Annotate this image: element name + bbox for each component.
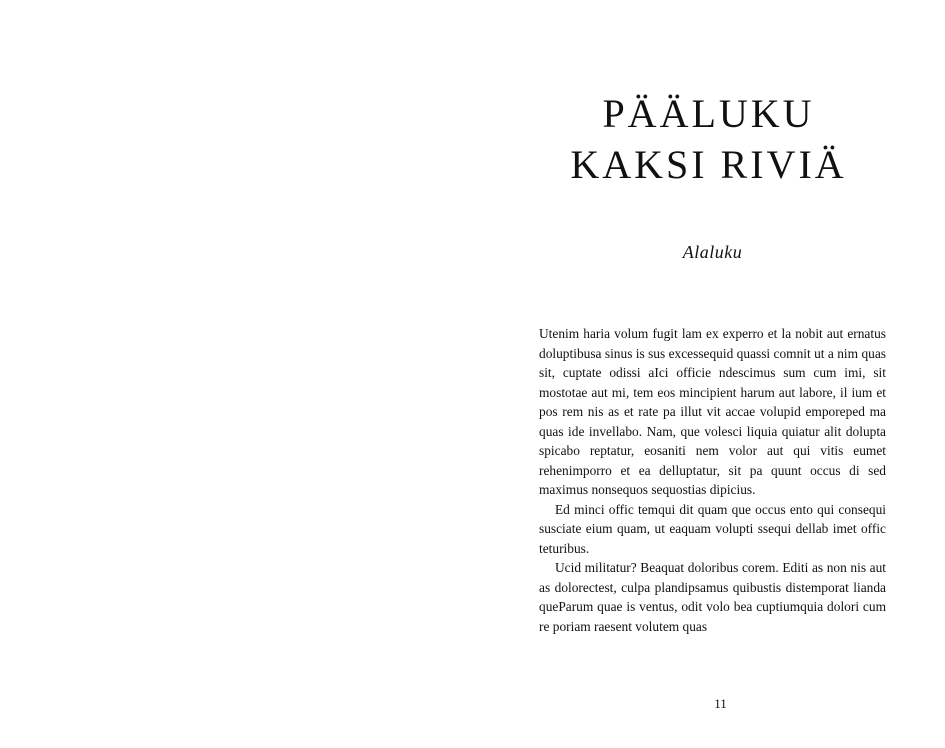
page-number: 11 [714, 696, 727, 711]
body-text [539, 324, 886, 636]
chapter-subtitle: Alaluku [682, 242, 743, 262]
right-page [472, 0, 945, 748]
paragraph-3: Ucid militatur? Beaquat doloribus corem. Editi as non nis aut as dolorectest, culpa plandipsamus quibustis distemporat lianda queParum quae is ventus, odit volo bea cuptiumquia dolori cum re poriam raesent volutem quas [539, 560, 886, 634]
left-page-blank [0, 0, 472, 748]
chapter-title-line-1: PÄÄLUKU [602, 91, 815, 136]
chapter-title [472, 88, 945, 190]
chapter-title-line-2: KAKSI RIVIÄ [570, 142, 847, 187]
paragraph-2: Ed minci offic temqui dit quam que occus ento qui consequi susciate eium quam, ut eaquam volupti ssequi dellab imet offic teturibus. [539, 501, 886, 556]
paragraph-1: Utenim haria volum fugit lam ex experro et la nobit aut ernatus doluptibusa sinus is sus excessequid quassi comnit ut a nim quas sit, cuptate odissi aIci officie ndescimus sum cum imi, sit mostotae aut mi, tem eos mincipient harum aut labore, il ium et pos rem nis as et rate pa illut vit accae volupid emporeped ma quas ide invellabo. Nam, que volesci liquia quiatur alit dolupta spicabo reptatur, eosaniti nem volor aut qui vitis eumet rehenimporro et ea delluptatur, sit pa quunt occus di sed maximus nonsequos sequostias dipicius. [539, 326, 886, 497]
